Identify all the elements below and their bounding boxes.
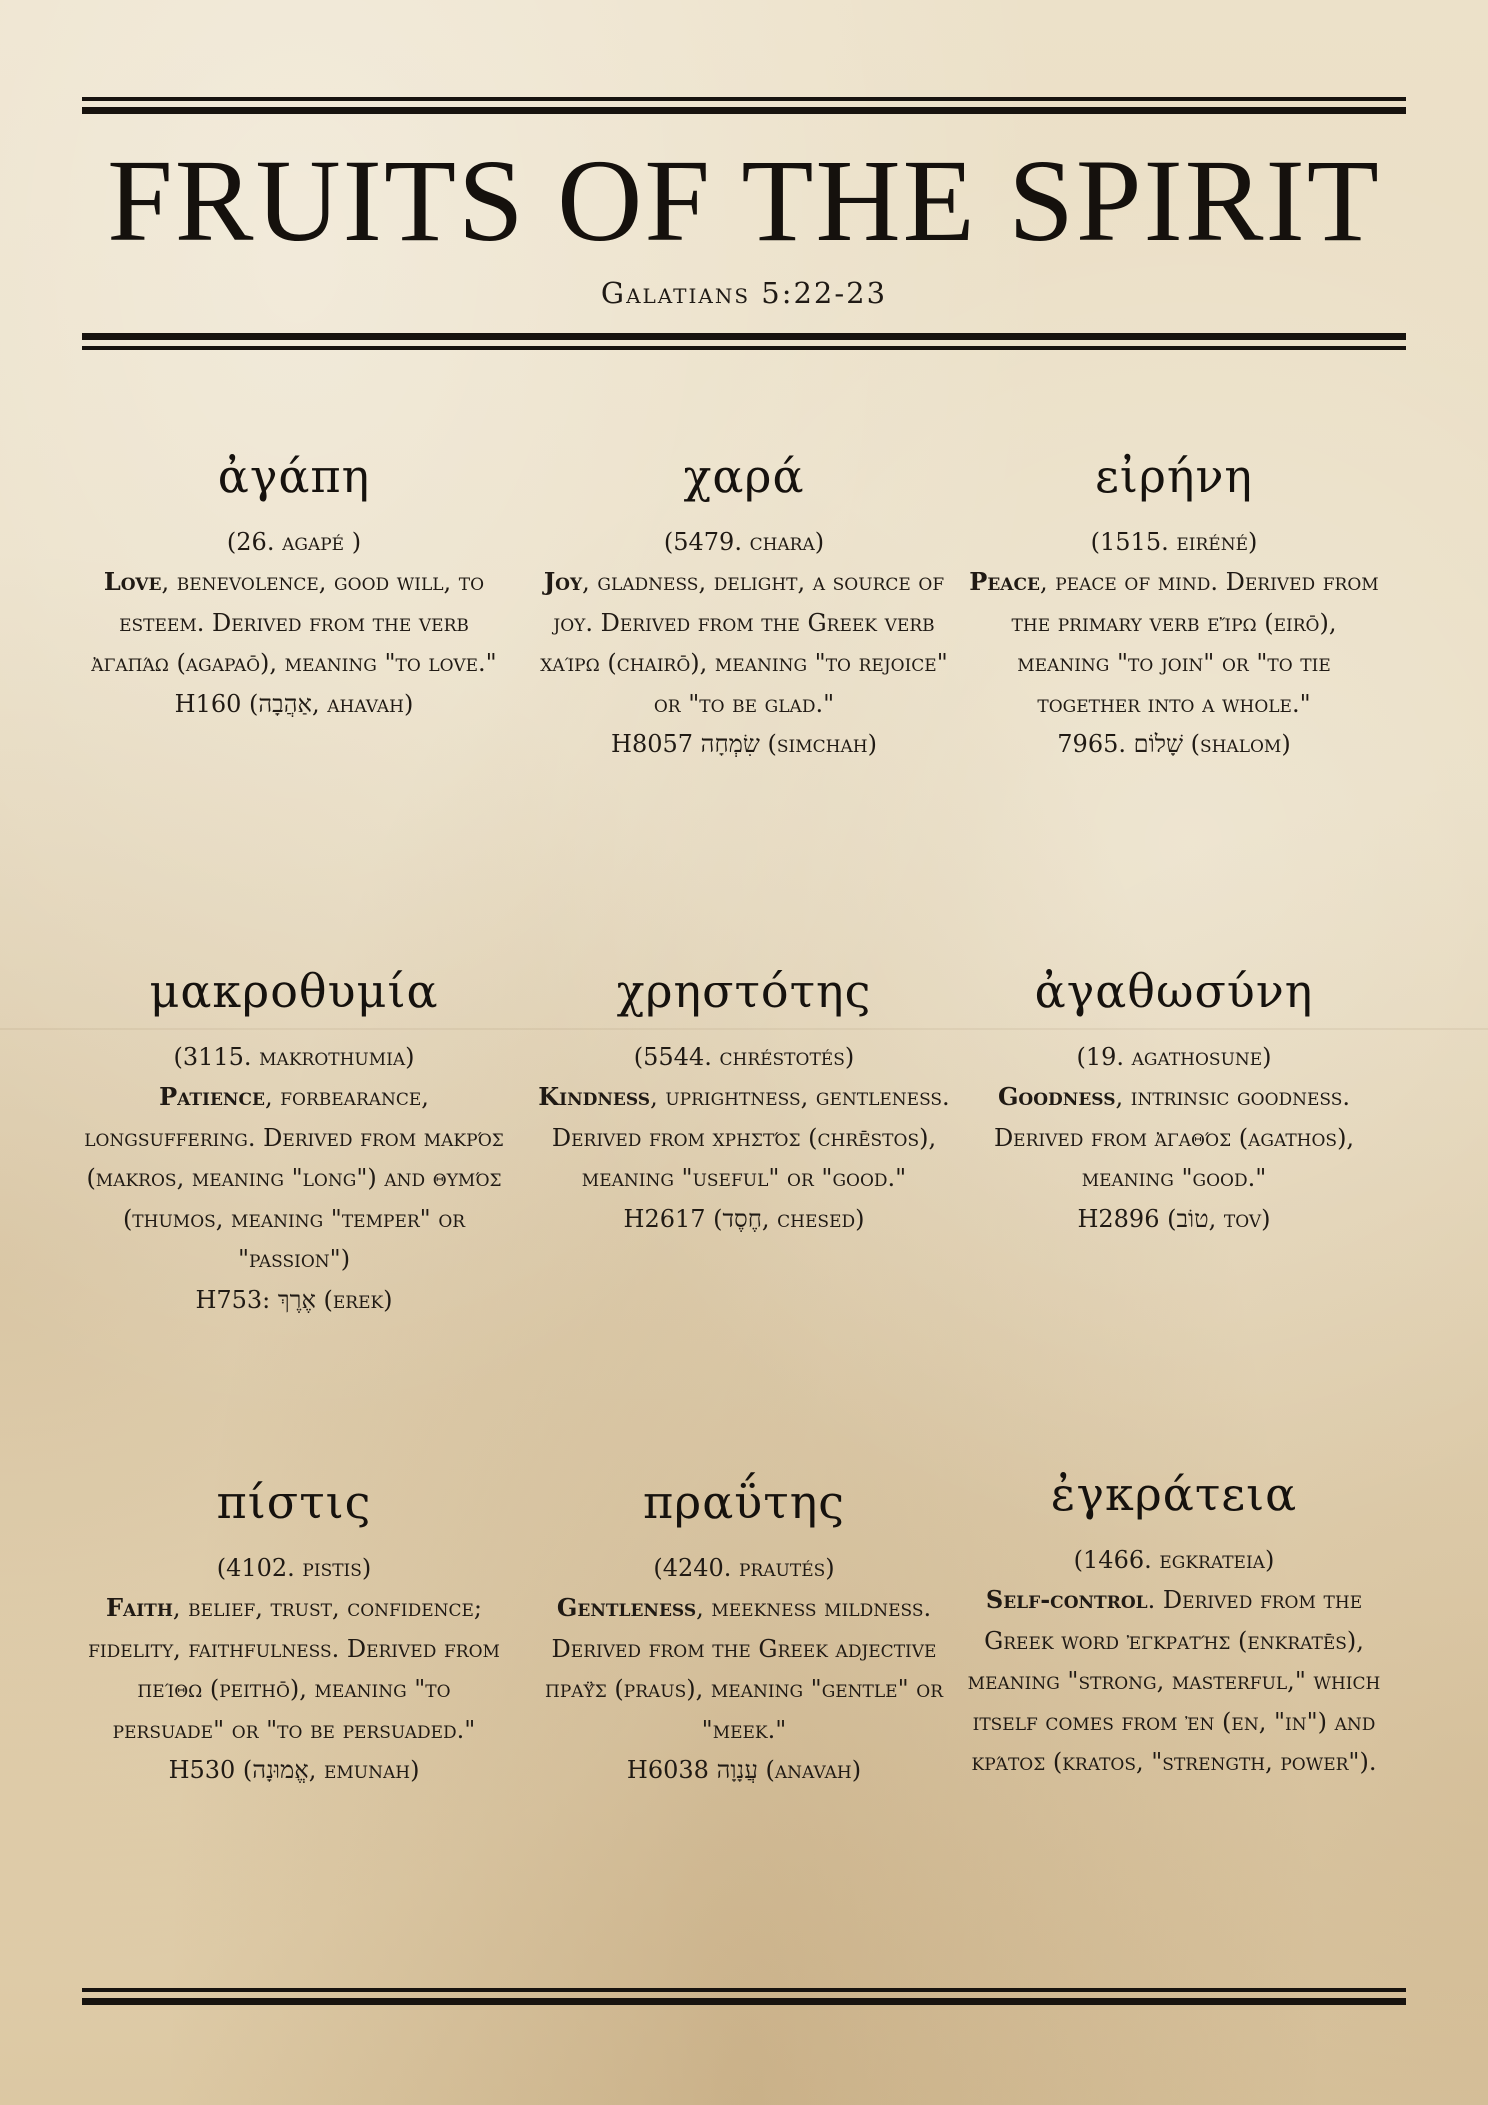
strongs-number: (1466. egkrateia) — [1073, 1546, 1275, 1574]
fruit-card-joy — [534, 448, 954, 764]
definition — [84, 1588, 504, 1750]
top-rule — [82, 97, 1406, 114]
definition — [84, 1077, 504, 1280]
definition — [534, 562, 954, 724]
fruit-card-patience — [84, 963, 504, 1320]
definition — [84, 562, 504, 684]
fruit-keyword: Faith — [106, 1593, 173, 1622]
greek-word: εἰρήνη — [1095, 449, 1253, 503]
fruit-keyword: Self-control — [985, 1585, 1148, 1614]
hebrew-equivalent: 7965. שָׁלוֹם (shalom) — [1057, 730, 1291, 758]
strongs-number: (1515. eiréné) — [1090, 528, 1258, 556]
fruit-keyword: Love — [103, 567, 162, 596]
definition — [964, 1580, 1384, 1783]
definition-text: , meekness mildness. Derived from the Greek adjective πραΰς (praus), meaning "gentle" or "meek." — [545, 1594, 943, 1744]
definition-text: , intrinsic goodness. Derived from ἀγαθός (agathos), meaning "good." — [993, 1083, 1355, 1192]
fruit-keyword: Goodness — [997, 1082, 1116, 1111]
fruit-card-faith — [84, 1474, 504, 1790]
fruit-card-kindness — [534, 963, 954, 1239]
hebrew-equivalent: H6038 עֲנָוָה (anavah) — [626, 1756, 862, 1784]
fruit-card-goodness — [964, 963, 1384, 1239]
greek-word: χρηστότης — [616, 964, 872, 1018]
fruit-card-gentleness — [534, 1474, 954, 1790]
strongs-number: (3115. makrothumia) — [173, 1043, 415, 1071]
definition-text: , peace of mind. Derived from the primary verb εἴρω (eirō), meaning "to join" or "to tie together into a whole." — [1011, 568, 1379, 718]
greek-word: χαρά — [683, 449, 805, 503]
greek-word: πραΰτης — [642, 1475, 846, 1529]
fruit-keyword: Gentleness — [556, 1593, 697, 1622]
greek-word: ἐγκράτεια — [1050, 1467, 1298, 1521]
fruit-card-self-control — [964, 1466, 1384, 1783]
definition — [534, 1077, 954, 1199]
hebrew-equivalent: H8057 שִׂמְחָה (simchah) — [611, 730, 877, 758]
page-subtitle: Galatians 5:22-23 — [600, 276, 888, 310]
definition-text: , forbearance, longsuffering. Derived from μακρός (makros, meaning "long") and θυμός (thumos, meaning "temper" or "passion") — [84, 1083, 504, 1273]
fruit-keyword: Joy — [543, 567, 583, 596]
fruit-keyword: Patience — [159, 1082, 265, 1111]
hebrew-equivalent: H2896 (טוֹב, tov) — [1077, 1204, 1271, 1233]
hebrew-equivalent: H2617 (חֶסֶד, chesed) — [623, 1204, 865, 1233]
strongs-number: (4240. prautés) — [653, 1554, 835, 1582]
definition-text: , uprightness, gentleness. Derived from χρηστός (chrēstos), meaning "useful" or "good." — [551, 1083, 950, 1192]
definition-text: . Derived from the Greek word ἐγκρατής (enkratēs), meaning "strong, masterful," which itself comes from ἐν (en, "in") and κράτος (kratos, "strength, power"). — [967, 1586, 1381, 1776]
definition — [534, 1588, 954, 1750]
header-bottom-rule — [82, 333, 1406, 350]
fruit-keyword: Peace — [969, 567, 1040, 596]
fruit-card-peace — [964, 448, 1384, 764]
strongs-number: (4102. pistis) — [216, 1554, 372, 1582]
fruit-card-love — [84, 448, 504, 724]
greek-word: πίστις — [216, 1475, 372, 1529]
greek-word: ἀγάπη — [217, 449, 371, 503]
definition-text: , belief, trust, confidence; fidelity, faithfulness. Derived from πείθω (peithō), meaning "to persuade" or "to be persuaded." — [88, 1594, 500, 1744]
strongs-number: (5544. chréstotés) — [633, 1043, 855, 1071]
page-title: FRUITS OF THE SPIRIT — [107, 135, 1381, 266]
definition-text: , gladness, delight, a source of joy. Derived from the Greek verb χαίρω (chairō), meaning "to rejoice" or "to be glad." — [540, 568, 948, 718]
definition — [964, 562, 1384, 724]
definition — [964, 1077, 1384, 1199]
strongs-number: (19. agathosune) — [1076, 1043, 1272, 1071]
strongs-number: (26. agapé ) — [226, 528, 362, 556]
definition-text: , benevolence, good will, to esteem. Derived from the verb ἀγαπάω (agapaō), meaning "to love." — [91, 568, 497, 677]
fruit-keyword: Kindness — [538, 1082, 651, 1111]
hebrew-equivalent: H530 (אֱמוּנָה, emunah) — [168, 1756, 420, 1784]
hebrew-equivalent: H753: אֶרֶךְ (erek) — [195, 1285, 393, 1314]
bottom-rule — [82, 1988, 1406, 2005]
greek-word: μακροθυμία — [149, 964, 439, 1018]
greek-word: ἀγαθωσύνη — [1034, 964, 1314, 1018]
strongs-number: (5479. chara) — [663, 528, 825, 556]
hebrew-equivalent: H160 (אַהֲבָה, ahavah) — [174, 689, 414, 718]
